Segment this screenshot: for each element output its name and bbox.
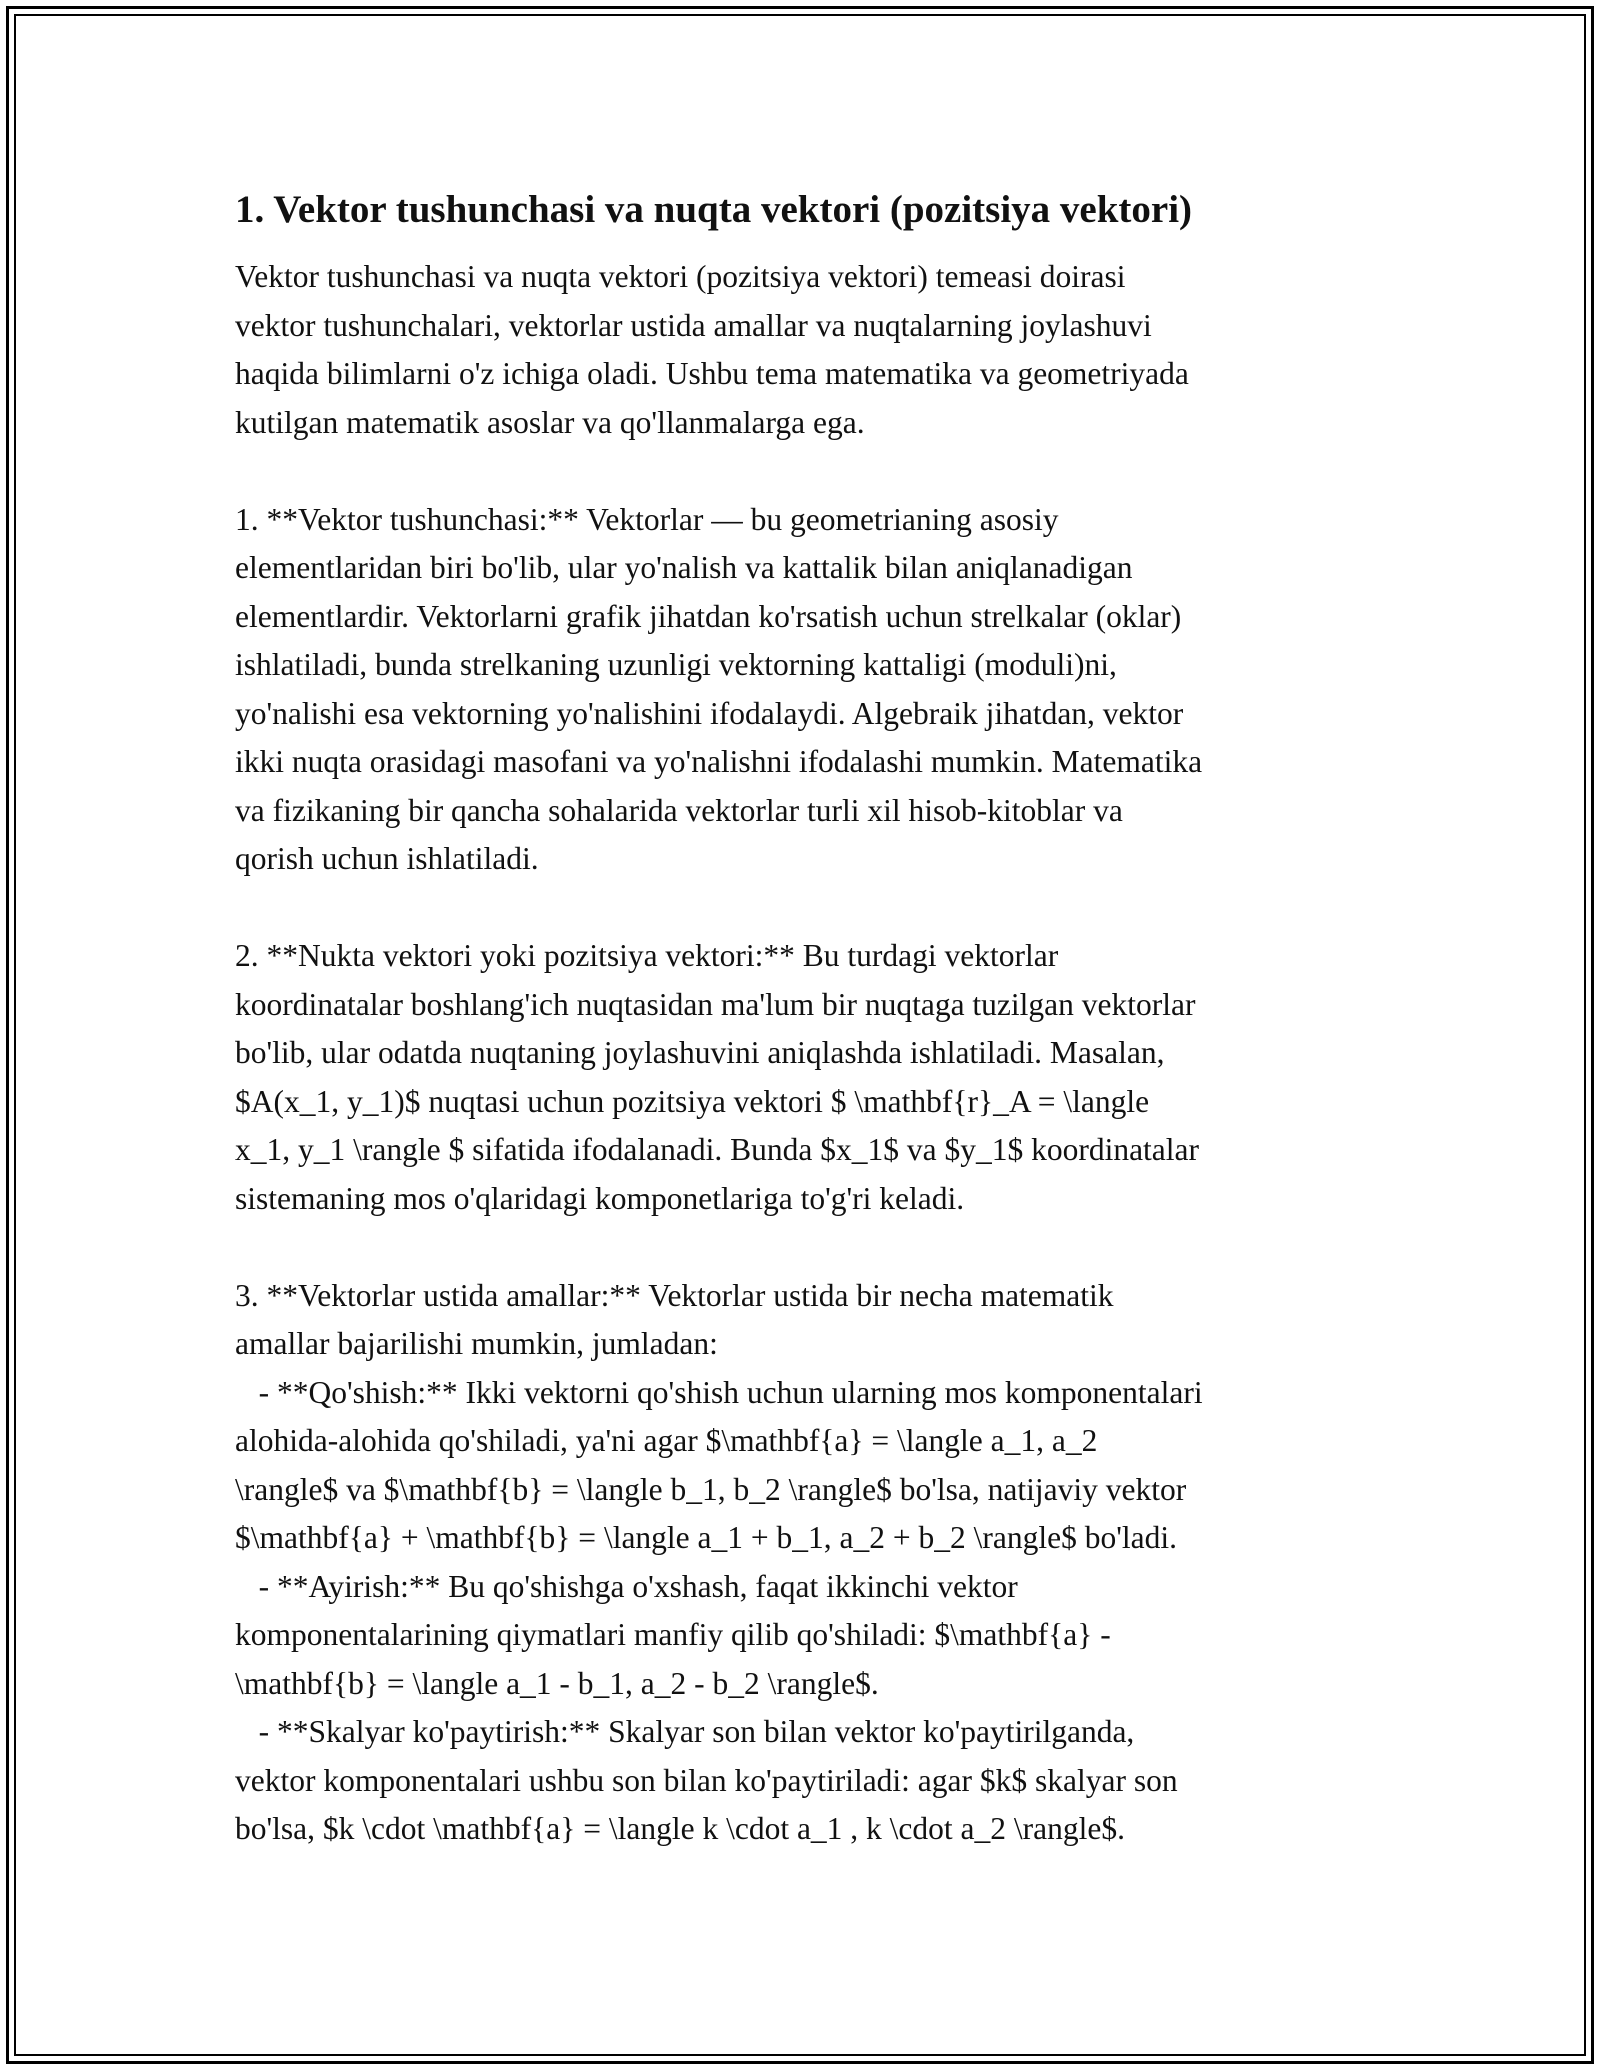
- paragraph-line: kutilgan matematik asoslar va qo'llanmalarga ega.: [235, 404, 865, 440]
- document-body: [235, 185, 1375, 1854]
- paragraph-line: ishlatiladi, bunda strelkaning uzunligi vektorning kattaligi (moduli)ni,: [235, 647, 1117, 682]
- paragraph-line: Vektor tushunchasi va nuqta vektori (pozitsiya vektori) temeasi doirasi: [235, 259, 1126, 294]
- paragraph-line: 1. **Vektor tushunchasi:** Vektorlar — bu geometrianing asosiy: [235, 501, 1059, 537]
- paragraph-line: sistemaning mos o'qlaridagi komponetlariga to'g'ri keladi.: [235, 1180, 965, 1216]
- paragraph-line: vektor komponentalari ushbu son bilan ko'paytiriladi: agar $k$ skalyar son: [235, 1762, 1178, 1798]
- paragraph-line: yo'nalishi esa vektorning yo'nalishini ifodalaydi. Algebraik jihatdan, vektor: [235, 695, 1184, 731]
- paragraph-line: elementlardir. Vektorlarni grafik jihatdan ko'rsatish uchun strelkalar (oklar): [235, 598, 1182, 634]
- paragraph-line: koordinatalar boshlang'ich nuqtasidan ma'lum bir nuqtaga tuzilgan vektorlar: [235, 986, 1196, 1022]
- paragraph: [235, 1272, 1375, 1854]
- paragraph: [235, 253, 1375, 447]
- paragraph-line: bo'lsa, $k \cdot \mathbf{a} = \langle k \cdot a_1 , k \cdot a_2 \rangle$.: [235, 1811, 1125, 1846]
- paragraph-line: haqida bilimlarni o'z ichiga oladi. Ushbu tema matematika va geometriyada: [235, 356, 1189, 391]
- paragraph: [235, 496, 1375, 884]
- paragraph-line: 2. **Nukta vektori yoki pozitsiya vektori:** Bu turdagi vektorlar: [235, 938, 1059, 973]
- paragraph-line: $\mathbf{a} + \mathbf{b} = \langle a_1 + b_1, a_2 + b_2 \rangle$ bo'ladi.: [235, 1520, 1178, 1555]
- paragraph-line: va fizikaning bir qancha sohalarida vektorlar turli xil hisob-kitoblar va: [235, 792, 1123, 828]
- paragraph-spacer: [235, 1223, 1375, 1272]
- paragraph-line: qorish uchun ishlatiladi.: [235, 841, 539, 876]
- paragraph-spacer: [235, 884, 1375, 933]
- paragraph-line: \rangle$ va $\mathbf{b} = \langle b_1, b_2 \rangle$ bo'lsa, natijaviy vektor: [235, 1471, 1187, 1507]
- paragraph-line: alohida-alohida qo'shiladi, ya'ni agar $\mathbf{a} = \langle a_1, a_2: [235, 1423, 1098, 1458]
- paragraph-line: ikki nuqta orasidagi masofani va yo'nalishni ifodalashi mumkin. Matematika: [235, 744, 1203, 779]
- paragraph-line: vektor tushunchalari, vektorlar ustida amallar va nuqtalarning joylashuvi: [235, 307, 1152, 343]
- paragraph-line: komponentalarining qiymatlari manfiy qilib qo'shiladi: $\mathbf{a} -: [235, 1617, 1111, 1652]
- paragraph-line: elementlaridan biri bo'lib, ular yo'nalish va kattalik bilan aniqlanadigan: [235, 550, 1133, 585]
- paragraph-line: bo'lib, ular odatda nuqtaning joylashuvini aniqlashda ishlatiladi. Masalan,: [235, 1035, 1165, 1070]
- paragraph-spacer: [235, 447, 1375, 496]
- document-title: 1. Vektor tushunchasi va nuqta vektori (pozitsiya vektori): [235, 188, 1193, 231]
- paragraph-line: - **Qo'shish:** Ikki vektorni qo'shish uchun ularning mos komponentalari: [235, 1374, 1203, 1410]
- paragraph-line: $A(x_1, y_1)$ nuqtasi uchun pozitsiya vektori $ \mathbf{r}_A = \langle: [235, 1083, 1150, 1119]
- paragraph-list: [235, 253, 1375, 1854]
- paragraph-line: \mathbf{b} = \langle a_1 - b_1, a_2 - b_2 \rangle$.: [235, 1665, 879, 1701]
- paragraph-line: - **Skalyar ko'paytirish:** Skalyar son bilan vektor ko'paytirilganda,: [235, 1714, 1135, 1749]
- paragraph-line: - **Ayirish:** Bu qo'shishga o'xshash, faqat ikkinchi vektor: [235, 1568, 1018, 1604]
- paragraph-line: 3. **Vektorlar ustida amallar:** Vektorlar ustida bir necha matematik: [235, 1277, 1114, 1313]
- paragraph-line: x_1, y_1 \rangle $ sifatida ifodalanadi. Bunda $x_1$ va $y_1$ koordinatalar: [235, 1132, 1200, 1167]
- paragraph-line: amallar bajarilishi mumkin, jumladan:: [235, 1326, 718, 1361]
- paragraph: [235, 932, 1375, 1223]
